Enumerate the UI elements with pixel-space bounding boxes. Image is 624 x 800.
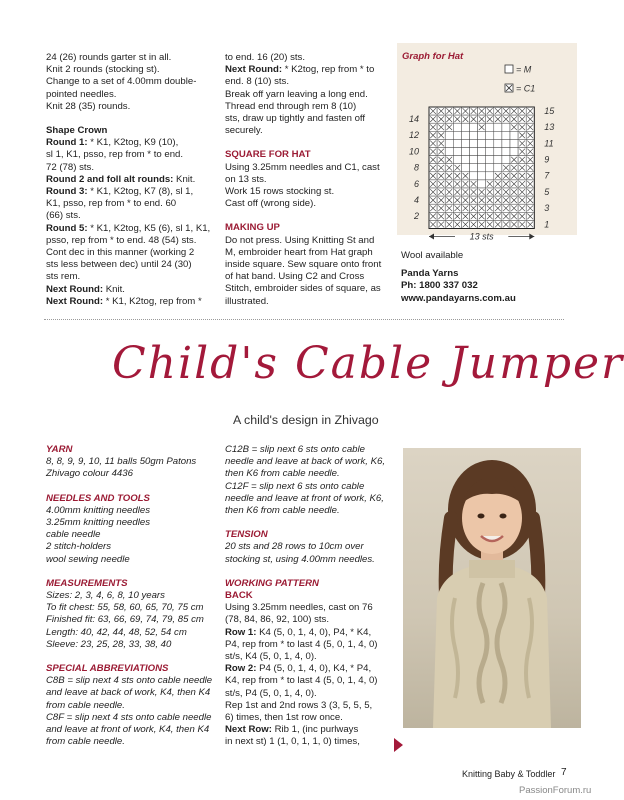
text-line bbox=[46, 64, 211, 76]
text-line bbox=[46, 639, 216, 651]
line-text: C12F = slip next 6 sts onto cable bbox=[225, 480, 365, 492]
text-line bbox=[46, 541, 216, 553]
line-text: Change to a set of 4.00mm double- bbox=[46, 76, 197, 88]
text-line bbox=[225, 296, 390, 308]
wool-label: Wool available bbox=[401, 250, 464, 261]
line-text: MAKING UP bbox=[225, 222, 280, 234]
line-text: Rep 1st and 2nd rows 3 (3, 5, 5, 5, bbox=[225, 699, 373, 711]
line-label: Round 2 and foll alt rounds: bbox=[46, 173, 174, 185]
line-text: st/s, K4 (5, 0, 1, 4, 0). bbox=[225, 651, 317, 663]
text-line bbox=[225, 89, 390, 101]
line-text: * K1, K2tog, K7 (8), sl 1, bbox=[87, 186, 194, 198]
text-line bbox=[225, 125, 390, 137]
line-text: YARN bbox=[46, 444, 73, 455]
hat-chart-grid bbox=[397, 43, 577, 242]
text-line bbox=[225, 675, 395, 687]
text-line bbox=[225, 663, 395, 675]
line-label: Round 1: bbox=[46, 137, 88, 149]
line-text: psso, rep from * to end. 48 (54) sts. bbox=[46, 234, 197, 246]
text-line bbox=[46, 614, 216, 626]
line-text: securely. bbox=[225, 125, 263, 137]
text-line bbox=[46, 444, 216, 456]
text-line bbox=[46, 529, 216, 541]
line-text: inside square. Sew square onto front bbox=[225, 259, 382, 271]
chart-cell bbox=[470, 156, 478, 164]
line-text: in next st) 1 (1, 0, 1, 1, 0) times, bbox=[225, 736, 360, 748]
text-line bbox=[46, 736, 216, 748]
text-line bbox=[46, 137, 211, 149]
line-text: stocking st, using 4.00mm needles. bbox=[225, 553, 375, 565]
chart-cell bbox=[494, 139, 502, 147]
line-text: sl 1, K1, psso, rep from * to end. bbox=[46, 149, 184, 161]
chart-cell bbox=[445, 139, 453, 147]
line-text: to end. 16 (20) sts. bbox=[225, 52, 305, 63]
line-text: BACK bbox=[225, 590, 253, 602]
chart-cell bbox=[502, 123, 510, 131]
text-line bbox=[46, 162, 211, 174]
line-text: * K1, K2tog, rep from * bbox=[103, 295, 202, 307]
wool-phone: Ph: 1800 337 032 bbox=[401, 280, 478, 292]
text-line bbox=[225, 271, 390, 283]
text-line bbox=[46, 468, 216, 480]
text-line bbox=[46, 174, 211, 186]
line-text: C8F = slip next 4 sts onto cable needle bbox=[46, 711, 212, 723]
bottom-column-2 bbox=[225, 444, 395, 749]
chart-cell bbox=[502, 156, 510, 164]
chart-cell bbox=[510, 148, 518, 156]
chart-row-label: 5 bbox=[544, 186, 550, 197]
graph-for-hat bbox=[397, 43, 577, 242]
text-line bbox=[225, 186, 390, 198]
chart-cell bbox=[510, 131, 518, 139]
line-text: needle and leave at back of work, K6, bbox=[225, 456, 385, 468]
chart-row-label: 7 bbox=[544, 170, 550, 181]
chart-cell bbox=[470, 123, 478, 131]
line-text: Length: 40, 42, 44, 48, 52, 54 cm bbox=[46, 626, 187, 638]
legend-c1-label: = C1 bbox=[516, 83, 536, 94]
chart-cell bbox=[470, 164, 478, 172]
chart-cell bbox=[494, 164, 502, 172]
text-line bbox=[225, 639, 395, 651]
line-text: st/s, P4 (5, 0, 1, 4, 0). bbox=[225, 687, 317, 699]
text-line bbox=[46, 223, 211, 235]
text-line bbox=[46, 687, 216, 699]
text-line bbox=[46, 700, 216, 712]
line-text: K4 (5, 0, 1, 4, 0), P4, * K4, bbox=[256, 626, 372, 638]
wool-url: www.pandayarns.com.au bbox=[401, 292, 516, 304]
line-text: on 13 sts. bbox=[225, 173, 267, 185]
text-line bbox=[225, 174, 390, 186]
chart-cell bbox=[461, 123, 469, 131]
child-jumper-photo bbox=[403, 448, 581, 728]
text-line bbox=[46, 259, 211, 271]
text-line bbox=[225, 259, 390, 271]
line-text: WORKING PATTERN bbox=[225, 577, 319, 589]
line-text: 4.00mm knitting needles bbox=[46, 504, 150, 516]
line-text: 2 stitch-holders bbox=[46, 541, 112, 553]
text-line bbox=[225, 222, 390, 234]
graph-title: Graph for Hat bbox=[402, 51, 464, 62]
line-text: C12B = slip next 6 sts onto cable bbox=[225, 444, 365, 455]
chart-cell bbox=[445, 148, 453, 156]
text-line bbox=[225, 541, 395, 553]
text-line bbox=[46, 76, 211, 88]
line-text: * K1, K2tog, K5 (6), sl 1, K1, bbox=[87, 222, 211, 234]
line-label: Round 3: bbox=[46, 186, 88, 198]
line-text: (66) sts. bbox=[46, 210, 81, 222]
text-line bbox=[46, 456, 216, 468]
line-text: Cast off (wrong side). bbox=[225, 198, 316, 210]
line-text: MEASUREMENTS bbox=[46, 577, 128, 589]
line-text: K1, psso, rep from * to end. 60 bbox=[46, 198, 177, 210]
line-text: * K2tog, rep from * to bbox=[282, 64, 375, 76]
text-line bbox=[225, 712, 395, 724]
chart-row-label: 4 bbox=[413, 194, 419, 205]
line-text: from cable needle. bbox=[46, 699, 125, 711]
line-label: Round 5: bbox=[46, 222, 88, 234]
wool-available-block bbox=[401, 250, 516, 305]
chart-cell bbox=[494, 156, 502, 164]
line-text: Sizes: 2, 3, 4, 6, 8, 10 years bbox=[46, 590, 165, 602]
text-line bbox=[46, 89, 211, 101]
chart-cell bbox=[470, 148, 478, 156]
line-text: K4, rep from * to last 4 (5, 0, 1, 4, 0) bbox=[225, 675, 378, 687]
line-text: end. 8 (10) sts. bbox=[225, 76, 289, 88]
legend-m-label: = M bbox=[516, 64, 532, 75]
chart-cell bbox=[461, 139, 469, 147]
chart-cell bbox=[453, 148, 461, 156]
text-line bbox=[46, 493, 216, 505]
page-title: Child's Cable Jumper bbox=[112, 338, 624, 389]
line-label: Next Round: bbox=[46, 283, 104, 295]
text-line bbox=[225, 235, 390, 247]
text-line bbox=[225, 736, 395, 748]
chart-cell bbox=[494, 148, 502, 156]
line-text: illustrated. bbox=[225, 295, 269, 307]
sts-label: 13 sts bbox=[469, 231, 494, 242]
line-text: Stitch, embroider sides of square, as bbox=[225, 283, 381, 295]
line-text: 72 (78) sts. bbox=[46, 161, 94, 173]
line-text: To fit chest: 55, 58, 60, 65, 70, 75 cm bbox=[46, 602, 204, 614]
top-column-2 bbox=[225, 52, 390, 308]
chart-cell bbox=[461, 156, 469, 164]
text-line bbox=[225, 149, 390, 161]
text-line bbox=[225, 602, 395, 614]
text-line bbox=[225, 198, 390, 210]
line-text: then K6 from cable needle. bbox=[225, 468, 340, 480]
chart-row-label: 8 bbox=[413, 162, 419, 173]
text-line bbox=[46, 517, 216, 529]
chart-cell bbox=[453, 131, 461, 139]
line-text: Work 15 rows stocking st. bbox=[225, 186, 335, 198]
chart-row-label: 13 bbox=[544, 122, 555, 133]
line-text: SPECIAL ABBREVIATIONS bbox=[46, 663, 169, 675]
text-line bbox=[46, 663, 216, 675]
text-line bbox=[46, 724, 216, 736]
text-line bbox=[225, 700, 395, 712]
line-text: from cable needle. bbox=[46, 736, 125, 748]
watermark-text: PassionForum.ru bbox=[519, 785, 592, 796]
text-line bbox=[225, 493, 395, 505]
text-line bbox=[225, 614, 395, 626]
text-line bbox=[225, 724, 395, 736]
line-text: cable needle bbox=[46, 529, 101, 541]
line-text: * K1, K2tog, K9 (10), bbox=[87, 137, 179, 149]
line-text: sts, draw up tightly and fasten off bbox=[225, 113, 366, 125]
line-text: and leave at front of work, K4, then K4 bbox=[46, 724, 210, 736]
text-line bbox=[225, 283, 390, 295]
line-text: P4, rep from * to last 4 (5, 0, 1, 4, 0) bbox=[225, 638, 378, 650]
chart-cell bbox=[461, 164, 469, 172]
text-line bbox=[46, 52, 211, 64]
bottom-column-1 bbox=[46, 444, 216, 748]
chart-cell bbox=[486, 131, 494, 139]
text-line bbox=[225, 688, 395, 700]
text-line bbox=[46, 590, 216, 602]
chart-cell bbox=[486, 172, 494, 180]
chart-cell bbox=[478, 156, 486, 164]
page-subtitle: A child's design in Zhivago bbox=[233, 413, 379, 427]
line-text: then K6 from cable needle. bbox=[225, 505, 340, 517]
line-text: P4 (5, 0, 1, 4, 0), K4, * P4, bbox=[256, 663, 372, 675]
section-divider bbox=[44, 319, 564, 320]
line-text: 3.25mm knitting needles bbox=[46, 517, 150, 529]
line-label: Next Round: bbox=[46, 295, 104, 307]
text-line bbox=[46, 296, 211, 308]
line-text: and leave at back of work, K4, then K4 bbox=[46, 687, 211, 699]
text-line bbox=[46, 186, 211, 198]
line-text: of hat band. Using C2 and Cross bbox=[225, 271, 365, 283]
chart-cell bbox=[486, 123, 494, 131]
line-text: C8B = slip next 4 sts onto cable needle bbox=[46, 675, 213, 687]
page-number: 7 bbox=[561, 767, 567, 778]
line-text: sts rem. bbox=[46, 271, 81, 283]
chart-cell bbox=[478, 139, 486, 147]
text-line bbox=[46, 602, 216, 614]
chart-cell bbox=[478, 131, 486, 139]
text-line bbox=[225, 162, 390, 174]
text-line bbox=[225, 481, 395, 493]
chart-cell bbox=[453, 123, 461, 131]
chart-cell bbox=[461, 148, 469, 156]
text-line bbox=[225, 64, 390, 76]
chart-row-label: 11 bbox=[544, 138, 554, 149]
text-line bbox=[46, 271, 211, 283]
chart-cell bbox=[478, 172, 486, 180]
child-illustration bbox=[403, 448, 581, 728]
line-text: Thread end through rem 8 (10) bbox=[225, 100, 357, 112]
text-line bbox=[225, 554, 395, 566]
text-line bbox=[225, 444, 395, 456]
chart-row-label: 10 bbox=[408, 146, 419, 157]
top-column-1 bbox=[46, 52, 211, 308]
line-text: sts less between dec) until 24 (30) bbox=[46, 259, 192, 271]
text-line bbox=[46, 284, 211, 296]
chart-cell bbox=[453, 139, 461, 147]
sts-arrow-head bbox=[529, 234, 534, 240]
line-text: Finished fit: 63, 66, 69, 74, 79, 85 cm bbox=[46, 614, 204, 626]
text-line bbox=[46, 578, 216, 590]
line-label: Row 2: bbox=[225, 663, 257, 675]
line-text: 20 sts and 28 rows to 10cm over bbox=[225, 541, 364, 553]
chart-row-label: 14 bbox=[408, 113, 419, 124]
line-text: SQUARE FOR HAT bbox=[225, 149, 311, 161]
line-text: 24 (26) rounds garter st in all. bbox=[46, 52, 172, 63]
text-line bbox=[225, 590, 395, 602]
line-text: NEEDLES AND TOOLS bbox=[46, 492, 150, 504]
line-text: Zhivago colour 4436 bbox=[46, 468, 133, 480]
chart-cell bbox=[445, 131, 453, 139]
line-text: pointed needles. bbox=[46, 88, 117, 100]
text-line bbox=[46, 505, 216, 517]
sts-arrow-head bbox=[429, 234, 434, 240]
chart-cell bbox=[470, 172, 478, 180]
chart-row-label: 3 bbox=[544, 203, 550, 214]
text-line bbox=[225, 505, 395, 517]
text-line bbox=[46, 125, 211, 137]
chart-row-label: 1 bbox=[544, 219, 550, 230]
line-text: wool sewing needle bbox=[46, 553, 130, 565]
text-line bbox=[46, 554, 216, 566]
text-line bbox=[225, 101, 390, 113]
chart-cell bbox=[478, 164, 486, 172]
text-line bbox=[225, 627, 395, 639]
text-line bbox=[46, 101, 211, 113]
line-text: 8, 8, 9, 9, 10, 11 balls 50gm Patons bbox=[46, 456, 197, 468]
text-line bbox=[46, 675, 216, 687]
text-line bbox=[225, 529, 395, 541]
text-line bbox=[46, 210, 211, 222]
line-text: Do not press. Using Knitting St and bbox=[225, 234, 375, 246]
line-text: M, embroider heart from Hat graph bbox=[225, 246, 373, 258]
chart-cell bbox=[502, 148, 510, 156]
chart-cell bbox=[453, 156, 461, 164]
chart-cell bbox=[486, 139, 494, 147]
chart-cell bbox=[494, 131, 502, 139]
chart-cell bbox=[478, 148, 486, 156]
text-line bbox=[46, 712, 216, 724]
chart-cell bbox=[470, 131, 478, 139]
text-line bbox=[46, 247, 211, 259]
chart-row-label: 6 bbox=[413, 178, 419, 189]
line-text: Knit 2 rounds (stocking st). bbox=[46, 64, 160, 76]
line-text: Knit. bbox=[103, 283, 125, 295]
line-text: (78, 84, 86, 92, 100) sts. bbox=[225, 614, 329, 626]
chart-cell bbox=[478, 180, 486, 188]
line-text: needle and leave at front of work, K6, bbox=[225, 492, 384, 504]
chart-row-label: 15 bbox=[544, 105, 555, 116]
chart-row-label: 9 bbox=[544, 154, 550, 165]
text-line bbox=[46, 235, 211, 247]
chart-cell bbox=[502, 131, 510, 139]
line-text: Sleeve: 23, 25, 28, 33, 38, 40 bbox=[46, 638, 172, 650]
line-label: Next Round: bbox=[225, 64, 283, 76]
line-text: 6) times, then 1st row once. bbox=[225, 712, 343, 724]
chart-cell bbox=[486, 164, 494, 172]
text-line bbox=[46, 149, 211, 161]
text-line bbox=[225, 456, 395, 468]
text-line bbox=[225, 113, 390, 125]
line-text: Break off yarn leaving a long end. bbox=[225, 88, 368, 100]
line-text: Using 3.25mm needles, cast on 76 bbox=[225, 602, 373, 614]
chart-cell bbox=[470, 139, 478, 147]
text-line bbox=[46, 627, 216, 639]
chart-cell bbox=[502, 139, 510, 147]
text-line bbox=[46, 198, 211, 210]
text-line bbox=[225, 468, 395, 480]
legend-m-swatch bbox=[505, 65, 513, 73]
chart-cell bbox=[494, 123, 502, 131]
continue-arrow-icon bbox=[394, 738, 403, 752]
line-text: Cont dec in this manner (working 2 bbox=[46, 247, 195, 259]
text-line bbox=[225, 76, 390, 88]
chart-row-label: 2 bbox=[413, 211, 419, 222]
text-line bbox=[225, 651, 395, 663]
text-line bbox=[225, 52, 390, 64]
wool-company: Panda Yarns bbox=[401, 268, 459, 280]
chart-row-label: 12 bbox=[408, 130, 419, 141]
line-text: Shape Crown bbox=[46, 125, 108, 137]
chart-cell bbox=[510, 139, 518, 147]
line-text: Knit 28 (35) rounds. bbox=[46, 100, 131, 112]
line-label: Next Row: bbox=[225, 724, 272, 736]
line-label: Row 1: bbox=[225, 626, 257, 638]
line-text: Rib 1, (inc purlways bbox=[271, 724, 359, 736]
line-text: Using 3.25mm needles and C1, cast bbox=[225, 161, 380, 173]
text-line bbox=[225, 247, 390, 259]
text-line bbox=[225, 578, 395, 590]
chart-cell bbox=[486, 156, 494, 164]
line-text: TENSION bbox=[225, 529, 268, 541]
chart-cell bbox=[461, 131, 469, 139]
line-text: Knit. bbox=[173, 173, 196, 185]
footer-magazine-title: Knitting Baby & Toddler bbox=[462, 769, 556, 779]
chart-cell bbox=[486, 148, 494, 156]
